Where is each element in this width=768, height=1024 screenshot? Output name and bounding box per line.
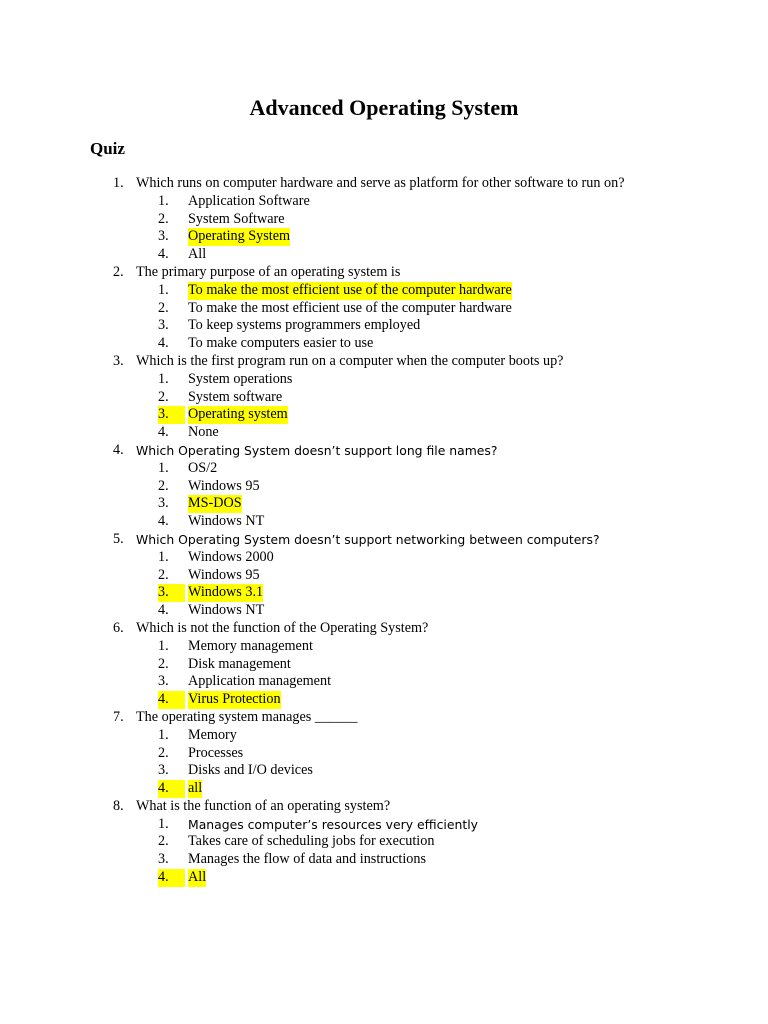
option-number: 4. bbox=[158, 424, 169, 441]
answer-option bbox=[0, 851, 768, 869]
option-number: 1. bbox=[158, 815, 169, 832]
option-number: 3. bbox=[158, 317, 169, 334]
correct-answer-highlight: Operating system bbox=[188, 406, 288, 423]
question-5 bbox=[0, 531, 768, 549]
option-number: 2. bbox=[158, 388, 169, 405]
option-number: 2. bbox=[158, 833, 169, 850]
option-number: 1. bbox=[158, 548, 169, 565]
option-number: 2. bbox=[158, 477, 169, 494]
answer-option bbox=[0, 513, 768, 531]
answer-option bbox=[0, 282, 768, 300]
question-text: Which Operating System doesn’t support networking between computers? bbox=[136, 531, 600, 547]
question-number: 7. bbox=[113, 708, 124, 725]
answer-option bbox=[0, 691, 768, 709]
question-text: Which runs on computer hardware and serve as platform for other software to run on? bbox=[136, 175, 625, 191]
option-number: 3. bbox=[158, 673, 169, 690]
question-text: The operating system manages ______ bbox=[136, 708, 358, 725]
option-text: To keep systems programmers employed bbox=[188, 317, 421, 334]
answer-option bbox=[0, 389, 768, 407]
option-number: 4. bbox=[158, 691, 185, 709]
question-number: 6. bbox=[113, 619, 124, 636]
option-text: Manages the flow of data and instructions bbox=[188, 851, 426, 868]
answer-option bbox=[0, 317, 768, 335]
option-number: 3. bbox=[158, 584, 185, 602]
option-text: Takes care of scheduling jobs for execution bbox=[188, 833, 435, 850]
answer-option bbox=[0, 816, 768, 834]
quiz-heading: Quiz bbox=[90, 139, 125, 158]
option-text: Windows 2000 bbox=[188, 548, 274, 565]
correct-answer-highlight: Operating System bbox=[188, 228, 291, 245]
question-number: 5. bbox=[113, 530, 124, 547]
answer-option bbox=[0, 460, 768, 478]
option-text: To make the most efficient use of the computer hardware bbox=[188, 299, 512, 316]
answer-option bbox=[0, 495, 768, 513]
option-text: Windows 95 bbox=[188, 477, 260, 494]
option-text: To make computers easier to use bbox=[188, 335, 374, 352]
page-title: Advanced Operating System bbox=[249, 95, 519, 120]
answer-option bbox=[0, 335, 768, 353]
answer-option bbox=[0, 869, 768, 887]
option-number: 4. bbox=[158, 513, 169, 530]
question-number: 2. bbox=[113, 263, 124, 280]
correct-answer-highlight: Virus Protection bbox=[188, 691, 281, 708]
option-text: Disk management bbox=[188, 655, 291, 672]
question-text: The primary purpose of an operating system is bbox=[136, 263, 401, 280]
option-number: 3. bbox=[158, 762, 169, 779]
answer-option bbox=[0, 406, 768, 424]
answer-option bbox=[0, 246, 768, 264]
option-text: System operations bbox=[188, 370, 293, 387]
answer-option bbox=[0, 780, 768, 798]
option-number: 3. bbox=[158, 851, 169, 868]
answer-option bbox=[0, 727, 768, 745]
answer-option bbox=[0, 549, 768, 567]
question-number: 1. bbox=[113, 175, 124, 191]
question-text: Which is the first program run on a computer when the computer boots up? bbox=[136, 352, 564, 369]
option-text: None bbox=[188, 424, 219, 441]
question-number: 4. bbox=[113, 441, 124, 458]
option-number: 4. bbox=[158, 246, 169, 263]
option-number: 4. bbox=[158, 780, 185, 798]
answer-option bbox=[0, 673, 768, 691]
question-7 bbox=[0, 709, 768, 727]
option-text: Manages computer’s resources very efficiently bbox=[188, 816, 478, 832]
option-text: OS/2 bbox=[188, 459, 218, 476]
option-text: Windows 95 bbox=[188, 566, 260, 583]
option-text: Windows NT bbox=[188, 602, 265, 619]
answer-option bbox=[0, 567, 768, 585]
answer-option bbox=[0, 745, 768, 763]
answer-option bbox=[0, 584, 768, 602]
question-3 bbox=[0, 353, 768, 371]
option-text: Application management bbox=[188, 673, 332, 690]
option-number: 2. bbox=[158, 210, 169, 227]
option-number: 1. bbox=[158, 726, 169, 743]
question-number: 8. bbox=[113, 797, 124, 814]
question-text: What is the function of an operating system? bbox=[136, 797, 391, 814]
option-number: 3. bbox=[158, 406, 185, 424]
answer-option bbox=[0, 211, 768, 229]
question-8 bbox=[0, 798, 768, 816]
option-number: 2. bbox=[158, 566, 169, 583]
question-text: Which is not the function of the Operating System? bbox=[136, 619, 429, 636]
question-2 bbox=[0, 264, 768, 282]
answer-option bbox=[0, 228, 768, 246]
option-text: Windows NT bbox=[188, 513, 265, 530]
option-number: 2. bbox=[158, 655, 169, 672]
option-number: 2. bbox=[158, 299, 169, 316]
option-number: 1. bbox=[158, 459, 169, 476]
option-number: 4. bbox=[158, 602, 169, 619]
option-text: Memory bbox=[188, 726, 237, 743]
question-1 bbox=[0, 175, 768, 193]
quiz-list bbox=[0, 175, 768, 887]
correct-answer-highlight: all bbox=[188, 780, 203, 797]
correct-answer-highlight: Windows 3.1 bbox=[188, 584, 264, 601]
answer-option bbox=[0, 478, 768, 496]
answer-option bbox=[0, 833, 768, 851]
option-number: 3. bbox=[158, 495, 169, 512]
correct-answer-highlight: All bbox=[188, 869, 207, 886]
question-4 bbox=[0, 442, 768, 460]
option-text: Memory management bbox=[188, 637, 313, 654]
question-6 bbox=[0, 620, 768, 638]
option-text: Application Software bbox=[188, 192, 310, 209]
answer-option bbox=[0, 371, 768, 389]
option-text: All bbox=[188, 246, 207, 263]
option-number: 4. bbox=[158, 869, 185, 887]
correct-answer-highlight: To make the most efficient use of the computer hardware bbox=[188, 281, 512, 298]
option-number: 1. bbox=[158, 370, 169, 387]
option-text: Disks and I/O devices bbox=[188, 762, 313, 779]
correct-answer-highlight: MS-DOS bbox=[188, 495, 242, 512]
option-text: System Software bbox=[188, 210, 285, 227]
answer-option bbox=[0, 638, 768, 656]
question-number: 3. bbox=[113, 352, 124, 369]
option-number: 4. bbox=[158, 335, 169, 352]
question-text: Which Operating System doesn’t support long file names? bbox=[136, 442, 498, 458]
option-text: System software bbox=[188, 388, 283, 405]
option-number: 2. bbox=[158, 744, 169, 761]
answer-option bbox=[0, 193, 768, 211]
option-text: Processes bbox=[188, 744, 244, 761]
option-number: 1. bbox=[158, 637, 169, 654]
answer-option bbox=[0, 656, 768, 674]
answer-option bbox=[0, 300, 768, 318]
answer-option bbox=[0, 762, 768, 780]
option-number: 1. bbox=[158, 281, 169, 298]
answer-option bbox=[0, 424, 768, 442]
option-number: 1. bbox=[158, 192, 169, 209]
option-number: 3. bbox=[158, 228, 169, 245]
answer-option bbox=[0, 602, 768, 620]
